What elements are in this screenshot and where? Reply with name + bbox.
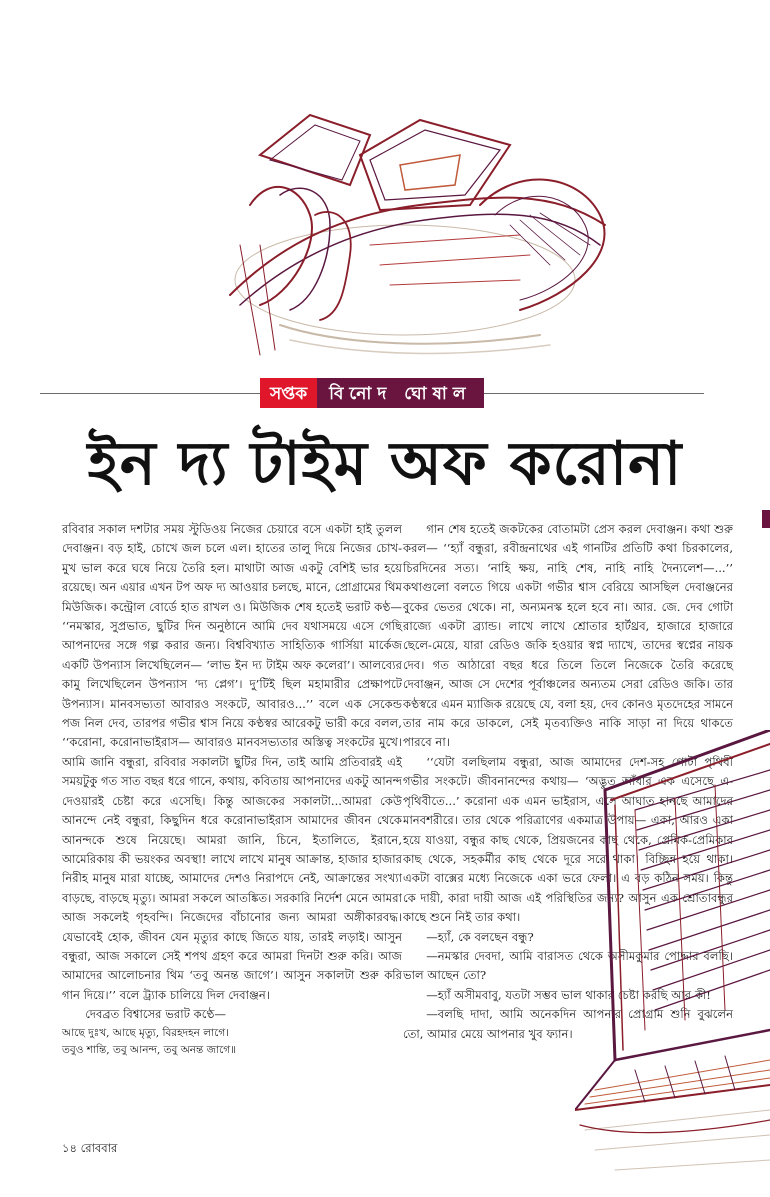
dialogue-1: —হ্যাঁ, কে বলছেন বন্ধু? [426,929,534,944]
song-verse-1: আছে দুঃখ, আছে মৃত্যু, বিরহদহন লাগে। [62,1026,229,1039]
right-paragraph-1: গান শেষ হতেই জকটকের বোতামটা প্রেস করল দেবাঞ্জন। কথা শুরু করল— ‘‘হ্যাঁ বন্ধুরা, রবীন্দ্রনাথের এই গানটির প্রতিটি কথা চিরকালের, চিরদিনের সত্য। ‘নাহি ক্ষয়, নাহি শেষ, নাহি নাহি দৈন্যলেশ—...’’ কথাগুলো বলতে গিয়ে একটা গভীর শ্বাস বেরিয়ে আসছিল দেবাঞ্জনের বুকের ভেতর থেকে। না, অন্যমনস্ক হলে হবে না। আর. জে. দেব গোটা রাজ্যে একটা ব্র্যান্ড। লাখে লাখে শ্রোতার হার্টথ্রব, হাজারে হাজারে ছেলে-মেয়ে, যারা রেডিও জকি হওয়ার স্বপ্ন দ্যাখে, তাদের স্বপ্নের নায়ক দেব। গত আঠারো বছর ধরে তিলে তিলে নিজেকে তৈরি করেছে দেবাঞ্জন, আজ সে দেশের পূর্বাঞ্চলের অন্যতম সেরা রেডিও জকি। তার কণ্ঠস্বরে এমন ম্যাজিক রয়েছে যে, বলা হয়, দেব কোনও মৃতদেহের সামনে তার নাম করে ডাকলে, সেই মৃতব্যক্তিও নাকি সাড়া না দিয়ে থাকতে পারবে না। [403,522,733,750]
dialogue-4: —বলছি দাদা, আমি অনেকদিন আপনার প্রোগ্রাম শুনি বুঝলেন তো, আমার মেয়ে আপনার খুব ফ্যান। [403,1007,733,1041]
story-headline: ইন দ্য টাইম অফ করোনা [87,429,683,499]
left-paragraph-2: দেবব্রত বিশ্বাসের ভরাট কণ্ঠে— [85,1007,226,1022]
byline [260,378,484,408]
hands-phone-illustration [220,95,620,370]
section-tag: সপ্তক [260,378,317,408]
dialogue-3: —হ্যাঁ অসীমবাবু, যতটা সম্ভব ভাল থাকার চেষ্টা করছি আর কী! [426,987,711,1002]
song-verse-2: তবুও শান্তি, তবু আনন্দ, তবু অনন্ত জাগে॥ [62,1043,237,1056]
page-edge-marker [762,510,770,528]
right-paragraph-2: ‘‘যেটা বলছিলাম বন্ধুরা, আজ আমাদের দেশ-সহ গোটা পৃথিবী গভীর সংকটে। জীবনানন্দের কথায়— ‘অদ্ভুত আঁধার এক এসেছে এ-পৃথিবীতে...’ করোনা এক এমন ভাইরাস, এসে আঘাত হানছে আমাদের মানবশরীরে। তার থেকে পরিত্রাণের একমাত্র উপায়— একা, আরও একা হয়ে যাওয়া, বন্ধুর কাছ থেকে, প্রিয়জনের কাছ থেকে, প্রেমিক-প্রেমিকার কাছ থেকে, সহকর্মীর কাছ থেকে দূরে সরে থাকা। বিচ্ছিন্ন হয়ে থাকা। একটা বাক্সের মধ্যে নিজেকে একা ভরে ফেলা। এ বড় কঠিন সময়। কিন্তু কে দায়ী, কারা দায়ী আজ এই পরিস্থিতির জন্য? আসুন এক শ্রোতাবন্ধুর কাছে শুনে নিই তার কথা। [403,754,733,925]
left-column [62,520,402,1059]
page-folio: ১৪ রোববার [62,1141,118,1155]
laptop-illustration [575,730,770,1197]
author-name: বিনোদ ঘোষাল [317,378,483,408]
left-paragraph-1: রবিবার সকাল দশটার সময় স্টুডিওয় নিজের চেয়ারে বসে একটা হাই তুলল দেবাঞ্জন। বড় হাই, চোখে জল চলে এল। হাতের তালু দিয়ে নিজের চোখ-মুখ ভাল করে ঘষে নিয়ে তৈরি হল। মাথাটা আজ একটু বেশিই ভার হয়ে রয়েছে। অন এয়ার এখন টপ অফ দ্য আওয়ার চলছে, মানে, প্রোগ্রামের থিম মিউজিক। কন্ট্রোল বোর্ডে হাত রাখল ও। মিউজিক শেষ হতেই ভরাট কণ্ঠ— ‘‘নমস্কার, সুপ্রভাত, ছুটির দিন অনুষ্ঠানে আমি দেব যথাসময়ে এসে গেছি আপনাদের সঙ্গে গল্প করার জন্য। বিশ্ববিখ্যাত সাহিত্যিক গার্সিয়া মার্কেজ একটি উপন্যাস লিখেছিলেন— ‘লাভ ইন দ্য টাইম অফ কলেরা’। আলব্যের কামু লিখেছিলেন উপন্যাস ‘দ্য প্লেগ’। দু’টিই ছিল মহামারীর প্রেক্ষাপটে উপন্যাস। মানবসভ্যতা আবারও সংকটে, আবারও...’’ বলে এক সেকেন্ড পজ নিল দেব, তারপর গভীর শ্বাস নিয়ে কণ্ঠস্বর আরেকটু ভারী করে বলল, ‘‘করোনা, করোনাভাইরাস— আবারও মানবসভ্যতার অস্তিত্ব সংকটের মুখে। আমি জানি বন্ধুরা, রবিবার সকালটা ছুটির দিন, তাই আমি প্রতিবারই এই সময়টুকু গত সাত বছর ধরে গানে, কথায়, কবিতায় আপনাদের একটু আনন্দ দেওয়ারই চেষ্টা করে এসেছি। কিন্তু আজকের সকালটা...আমরা কেউ আনন্দে নেই বন্ধুরা, কিছুদিন ধরে করোনাভাইরাস আমাদের জীবন থেকে আনন্দকে শুষে নিয়েছে। আমরা জানি, চিনে, ইতালিতে, ইরানে, আমেরিকায় কী ভয়ংকর অবস্থা! লাখে লাখে মানুষ আক্রান্ত, হাজার হাজার নিরীহ মানুষ মারা যাচ্ছে, আমাদের দেশও নিরাপদে নেই, আক্রান্তের সংখ্যা বাড়ছে, বাড়ছে মৃত্যু। আমরা সকলে আতঙ্কিত। সরকারি নির্দেশ মেনে আমরা আজ সকলেই গৃহবন্দি। নিজেদের বাঁচানোর জন্য আমরা অঙ্গীকারবদ্ধ। যেভাবেই হোক, জীবন যেন মৃত্যুর কাছে জিতে যায়, তারই লড়াই। আসুন বন্ধুরা, আজ সকালে সেই শপথ গ্রহণ করে আমরা দিনটা শুরু করি। আজ আমাদের আলোচনার থিম ‘তবু অনন্ত জাগে’। আসুন সকালটা শুরু করি গান দিয়ে।’’ বলে ট্র্যাক চালিয়ে দিল দেবাঞ্জন। [62,522,403,1002]
dialogue-2: —নমস্কার দেবদা, আমি বারাসত থেকে অসীমকুমার পোদ্দার বলছি। ভাল আছেন তো? [403,948,733,983]
